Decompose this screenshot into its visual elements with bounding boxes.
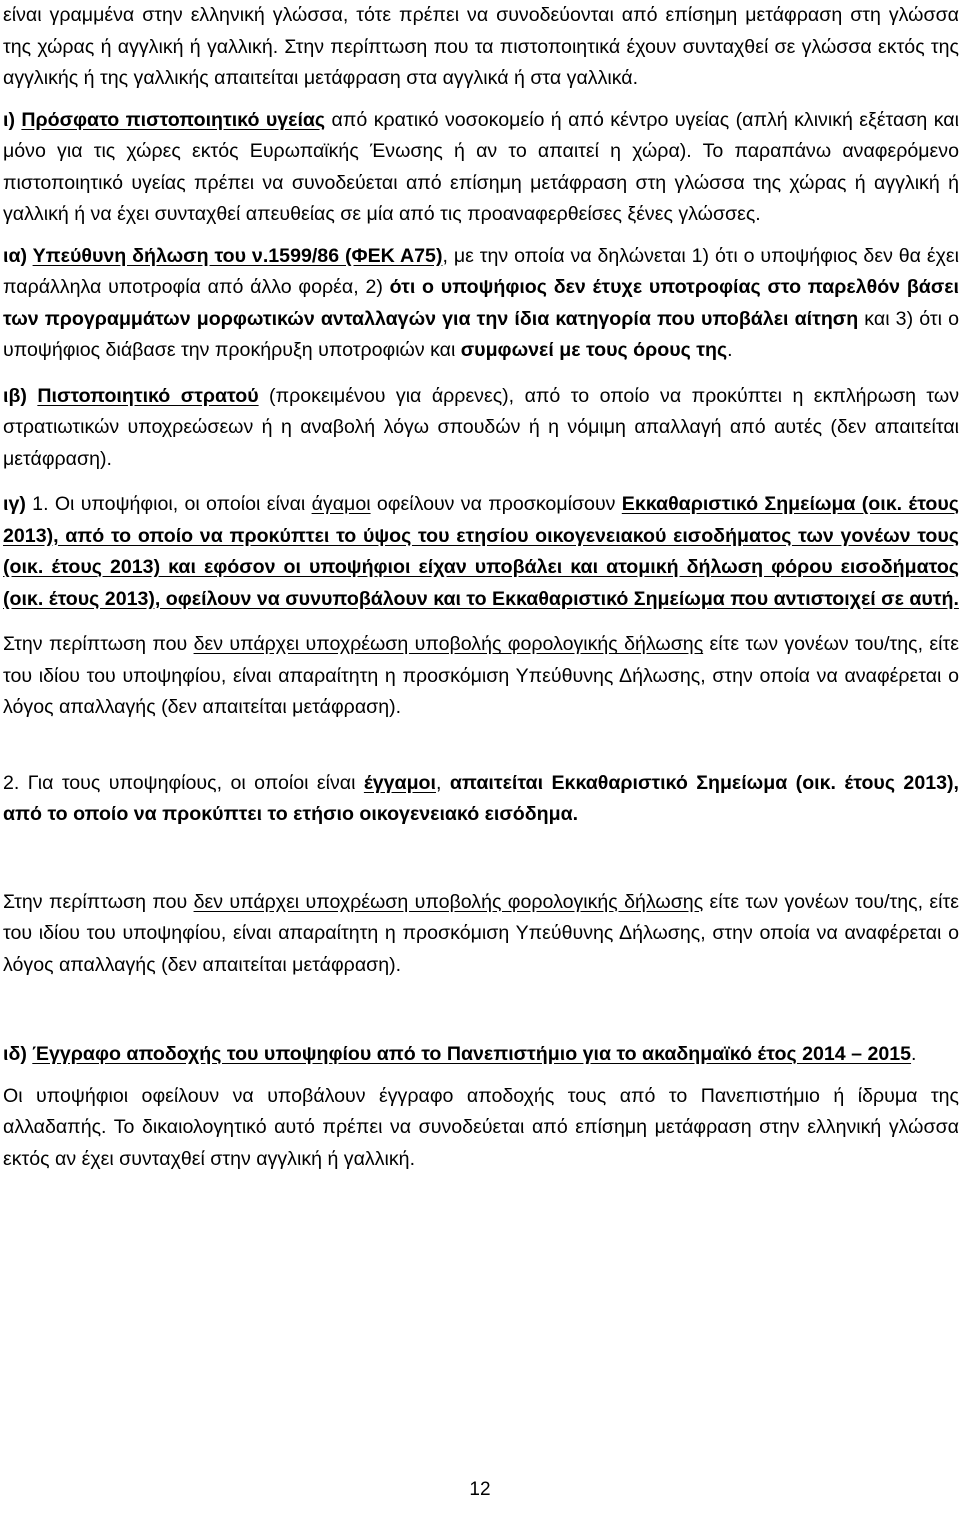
item-title: Υπεύθυνη δήλωση του ν.1599/86 (ΦΕΚ Α75)	[32, 244, 443, 267]
item-title: Πιστοποιητικό στρατού	[37, 384, 259, 407]
bold-underlined-text: Εκκαθαριστικό Σημείωμα (οικ. έτους 2013), από το οποίο να προκύπτει το ύψος του ετησίου οικογενειακού εισοδήματος των γονέων τους (οικ. έτους 2013) και εφόσον οι υποψήφιοι είχαν υποβάλει και ατομική δήλωση φόρου εισοδήματος (οικ. έτους 2013), οφείλουν να συνυποβάλουν και το Εκκαθαριστικό Σημείωμα που αντιστοιχεί σε αυτή.	[3, 493, 959, 610]
item-label: ι)	[3, 108, 22, 131]
paragraph-text: οφείλουν να προσκομίσουν	[370, 493, 622, 515]
paragraph-text: 2. Για τους υποψηφίους, οι οποίοι είναι	[3, 771, 364, 794]
item-label: ια)	[3, 244, 33, 267]
paragraph-text: 1. Οι υποψήφιοι, οι οποίοι είναι	[32, 493, 312, 515]
paragraph-no-tax-obligation-1	[3, 629, 959, 724]
item-title: Πρόσφατο πιστοποιητικό υγείας	[21, 108, 326, 131]
paragraph-text: και 3) ότι ο υποψήφιος διάβασε την προκήρυξη υποτροφιών και	[3, 307, 959, 361]
underlined-text: δεν υπάρχει υποχρέωση υποβολής φορολογικής δήλωσης	[193, 890, 704, 913]
paragraph-health-certificate	[3, 105, 959, 231]
paragraph-text: , με την οποία να δηλώνεται 1) ότι ο υποψήφιος δεν θα έχει παράλληλα υποτροφία από άλλο φορέα, 2)	[3, 244, 960, 298]
item-label: ιγ)	[3, 493, 33, 515]
paragraph-acceptance-letter-heading	[3, 1039, 959, 1071]
paragraph-solemn-declaration	[3, 241, 959, 367]
paragraph-military-certificate	[3, 381, 959, 476]
paragraph-translation-requirements	[3, 0, 959, 95]
paragraph-no-tax-obligation-2	[3, 887, 959, 982]
page-number: 12	[469, 1479, 491, 1500]
document-page	[3, 0, 959, 1175]
paragraph-text: Στην περίπτωση που	[3, 890, 194, 913]
paragraph-text: είτε των γονέων του/της, είτε του ιδίου του υποψηφίου, είναι απαραίτητη η προσκόμιση Υπεύθυνης Δήλωσης, στην οποία να αναφέρεται ο λόγος απαλλαγής (δεν απαιτείται μετάφραση).	[3, 633, 959, 718]
item-label: ιβ)	[3, 384, 38, 407]
paragraph-text: Οι υποψήφιοι οφείλουν να υποβάλουν έγγραφο αποδοχής τους από το Πανεπιστήμιο ή ίδρυμα της αλλαδαπής. Το δικαιολογητικό αυτό πρέπει να συνοδεύεται από επίσημη μετάφραση στην ελληνική γλώσσα εκτός αν έχει συνταχθεί στην αγγλική ή γαλλική.	[3, 1084, 959, 1170]
paragraph-acceptance-letter-body	[3, 1081, 959, 1176]
paragraph-text: είτε των γονέων του/της, είτε του ιδίου του υποψηφίου, είναι απαραίτητη η προσκόμιση Υπεύθυνης Δήλωσης, στην οποία να αναφέρεται ο λόγος απαλλαγής (δεν απαιτείται μετάφραση).	[3, 890, 959, 976]
paragraph-text: .	[911, 1043, 917, 1065]
bold-underlined-text: έγγαμοι	[363, 771, 436, 794]
underlined-text: δεν υπάρχει υποχρέωση υποβολής φορολογικής δήλωσης	[193, 633, 704, 655]
paragraph-text: .	[727, 339, 733, 361]
bold-text: απαιτείται Εκκαθαριστικό Σημείωμα (οικ. έτους 2013), από το οποίο να προκύπτει το ετήσιο οικογενειακό εισόδημα.	[3, 771, 959, 825]
paragraph-text: από κρατικό νοσοκομείο ή από κέντρο υγείας (απλή κλινική εξέταση και μόνο για τις χώρες εκτός Ευρωπαϊκής Ένωσης ή αν το απαιτεί η χώρα). Το παραπάνω αναφερόμενο πιστοποιητικό υγείας πρέπει να συνοδεύεται από επίσημη μετάφραση στη γλώσσα της χώρας ή αγγλική ή γαλλική ή να έχει συνταχθεί απευθείας σε μία από τις προαναφερθείσες ξένες γλώσσες.	[3, 108, 959, 225]
underlined-text: άγαμοι	[311, 493, 371, 515]
paragraph-tax-statement-unmarried	[3, 489, 959, 615]
item-title: Έγγραφο αποδοχής του υποψηφίου από το Πανεπιστήμιο για το ακαδημαϊκό έτος 2014 – 2015	[32, 1043, 912, 1065]
paragraph-text: Στην περίπτωση που	[3, 633, 194, 655]
item-label: ιδ)	[3, 1043, 33, 1065]
paragraph-text: ,	[435, 771, 450, 794]
bold-text: συμφωνεί με τους όρους της	[460, 339, 728, 361]
paragraph-text: είναι γραμμένα στην ελληνική γλώσσα, τότε πρέπει να συνοδεύονται από επίσημη μετάφραση στη γλώσσα της χώρας ή αγγλική ή γαλλική. Στην περίπτωση που τα πιστοποιητικά έχουν συνταχθεί σε γλώσσα εκτός της αγγλικής ή της γαλλικής απαιτείται μετάφραση στα αγγλικά ή στα γαλλικά.	[3, 4, 959, 89]
paragraph-tax-statement-married	[3, 768, 959, 831]
paragraph-text: (προκειμένου για άρρενες), από το οποίο να προκύπτει η εκπλήρωση των στρατιωτικών υποχρεώσεων ή η αναβολή λόγω σπουδών ή η νόμιμη απαλλαγή από αυτές (δεν απαιτείται μετάφραση).	[3, 384, 959, 470]
bold-text: ότι ο υποψήφιος δεν έτυχε υποτροφίας στο παρελθόν βάσει των προγραμμάτων μορφωτικών ανταλλαγών για την ίδια κατηγορία που υποβάλει αίτηση	[3, 276, 960, 330]
